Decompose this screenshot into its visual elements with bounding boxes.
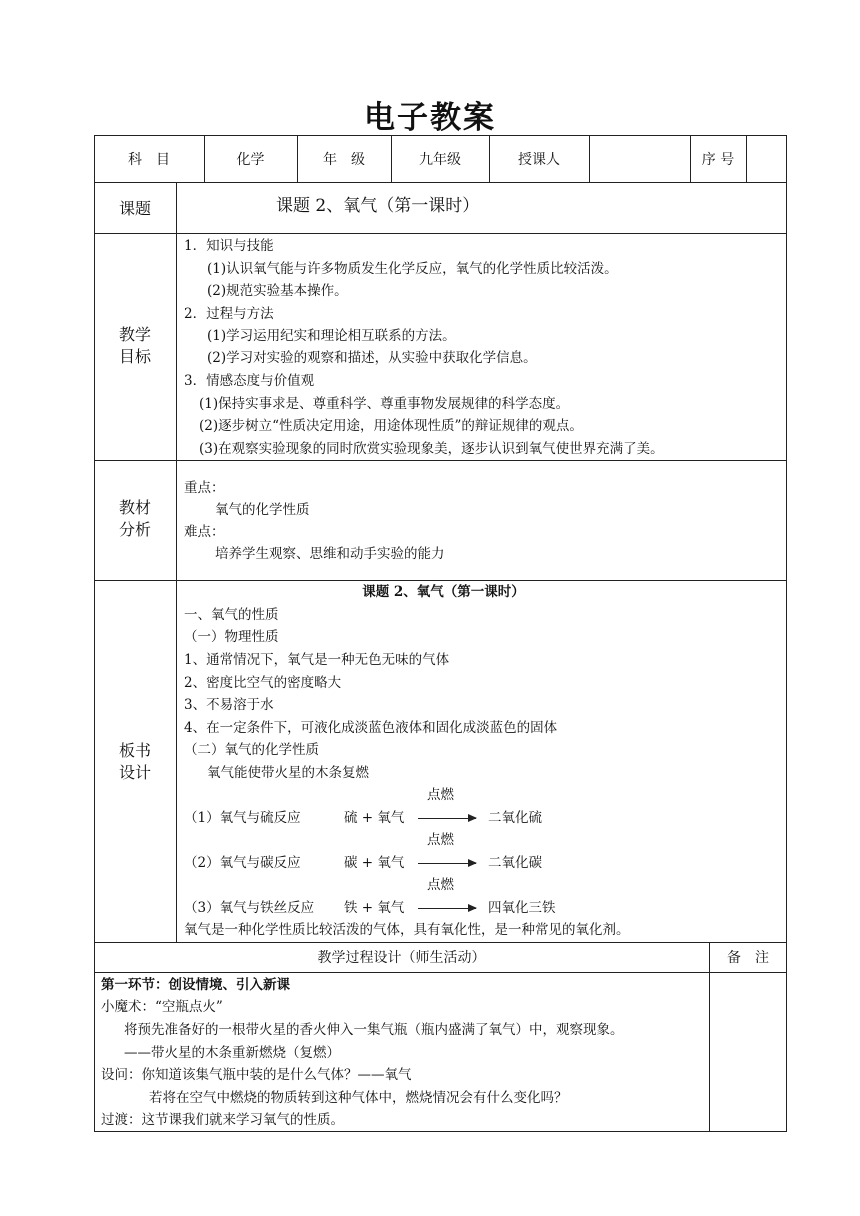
key-point-value: 氧气的化学性质 xyxy=(215,502,310,518)
process-line: ——带火星的木条重新燃烧（复燃） xyxy=(124,1045,340,1061)
reaction-label: （1）氧气与硫反应 xyxy=(184,810,301,826)
reaction-condition: 点燃 xyxy=(427,832,454,848)
grade-value: 九年级 xyxy=(419,151,461,168)
teacher-label: 授课人 xyxy=(518,151,560,168)
board-line: 3、不易溶于水 xyxy=(184,697,274,713)
objectives-label-line2: 目标 xyxy=(118,347,151,366)
reaction-arrow xyxy=(418,863,476,864)
reaction-reactant: 硫 + 氧气 xyxy=(344,810,405,826)
key-point-label: 重点： xyxy=(184,480,225,496)
reaction-label: （2）氧气与碳反应 xyxy=(184,855,301,871)
board-summary: 氧气是一种化学性质比较活泼的气体，具有氧化性，是一种常见的氧化剂。 xyxy=(184,922,630,938)
document-title: 电子教案 xyxy=(364,100,496,136)
notes-header: 备 注 xyxy=(727,950,769,966)
process-line: 将预先准备好的一根带火星的香火伸入一集气瓶（瓶内盛满了氧气）中，观察现象。 xyxy=(124,1022,624,1038)
grade-label: 年 级 xyxy=(323,151,365,168)
reaction-product: 二氧化碳 xyxy=(488,855,542,871)
process-header: 教学过程设计（师生活动） xyxy=(317,950,486,966)
topic-label: 课题 xyxy=(118,199,151,218)
board-label xyxy=(94,740,176,784)
analysis-label-line2: 分析 xyxy=(118,520,151,539)
objective-line: (1)学习运用纪实和理论相互联系的方法。 xyxy=(207,328,456,344)
process-line: 第一环节：创设情境、引入新课 xyxy=(101,977,290,993)
objective-line: (1)保持实事求是、尊重科学、尊重事物发展规律的科学态度。 xyxy=(199,396,570,412)
board-line: 2、密度比空气的密度略大 xyxy=(184,675,342,691)
reaction-arrow xyxy=(418,818,476,819)
objective-line: (2)逐步树立“性质决定用途，用途体现性质”的辩证规律的观点。 xyxy=(199,418,583,434)
objective-line: (3)在观察实验现象的同时欣赏实验现象美，逐步认识到氧气使世界充满了美。 xyxy=(199,441,664,457)
board-line: 一、氧气的性质 xyxy=(184,607,279,623)
objectives-label-line1: 教学 xyxy=(118,325,151,344)
reaction-label: （3）氧气与铁丝反应 xyxy=(184,900,315,916)
teacher-value xyxy=(589,135,690,182)
process-line: 若将在空气中燃烧的物质转到这种气体中，燃烧情况会有什么变化吗？ xyxy=(149,1090,568,1106)
process-line: 小魔术：“空瓶点火” xyxy=(101,999,223,1015)
objective-line: (1)认识氧气能与许多物质发生化学反应，氧气的化学性质比较活泼。 xyxy=(207,261,618,277)
serial-value xyxy=(746,135,787,182)
board-heading: 课题 2、氧气（第一课时） xyxy=(362,584,525,600)
reaction-arrow xyxy=(418,908,476,909)
subject-label: 科 目 xyxy=(128,151,170,168)
reaction-reactant: 碳 + 氧气 xyxy=(344,855,405,871)
reaction-product: 二氧化硫 xyxy=(488,810,542,826)
process-line: 过渡：这节课我们就来学习氧气的性质。 xyxy=(101,1112,344,1128)
objective-line: 3．情感态度与价值观 xyxy=(184,373,315,389)
board-line: （一）物理性质 xyxy=(184,629,279,645)
objective-line: 1．知识与技能 xyxy=(184,238,274,254)
topic-value: 课题 2、氧气（第一课时） xyxy=(276,196,480,216)
objective-line: (2)学习对实验的观察和描述，从实验中获取化学信息。 xyxy=(207,350,537,366)
board-label-line1: 板书 xyxy=(118,741,151,760)
analysis-label xyxy=(94,497,176,541)
board-line: （二）氧气的化学性质 xyxy=(184,742,319,758)
board-line: 1、通常情况下，氧气是一种无色无味的气体 xyxy=(184,652,450,668)
reaction-condition: 点燃 xyxy=(427,787,454,803)
subject-value: 化学 xyxy=(236,151,265,168)
difficulty-label: 难点： xyxy=(184,524,225,540)
board-line: 氧气能使带火星的木条复燃 xyxy=(207,765,369,781)
objective-line: (2)规范实验基本操作。 xyxy=(207,283,348,299)
board-label-line2: 设计 xyxy=(118,763,151,782)
difficulty-value: 培养学生观察、思维和动手实验的能力 xyxy=(215,546,445,562)
analysis-label-line1: 教材 xyxy=(118,498,151,517)
reaction-product: 四氧化三铁 xyxy=(488,900,556,916)
process-line: 设问：你知道该集气瓶中装的是什么气体？——氧气 xyxy=(101,1067,412,1083)
reaction-reactant: 铁 + 氧气 xyxy=(344,900,405,916)
board-line: 4、在一定条件下，可液化成淡蓝色液体和固化成淡蓝色的固体 xyxy=(184,720,558,736)
objective-line: 2．过程与方法 xyxy=(184,306,274,322)
objectives-label xyxy=(94,324,176,368)
serial-label: 序 号 xyxy=(701,151,735,168)
reaction-condition: 点燃 xyxy=(427,877,454,893)
